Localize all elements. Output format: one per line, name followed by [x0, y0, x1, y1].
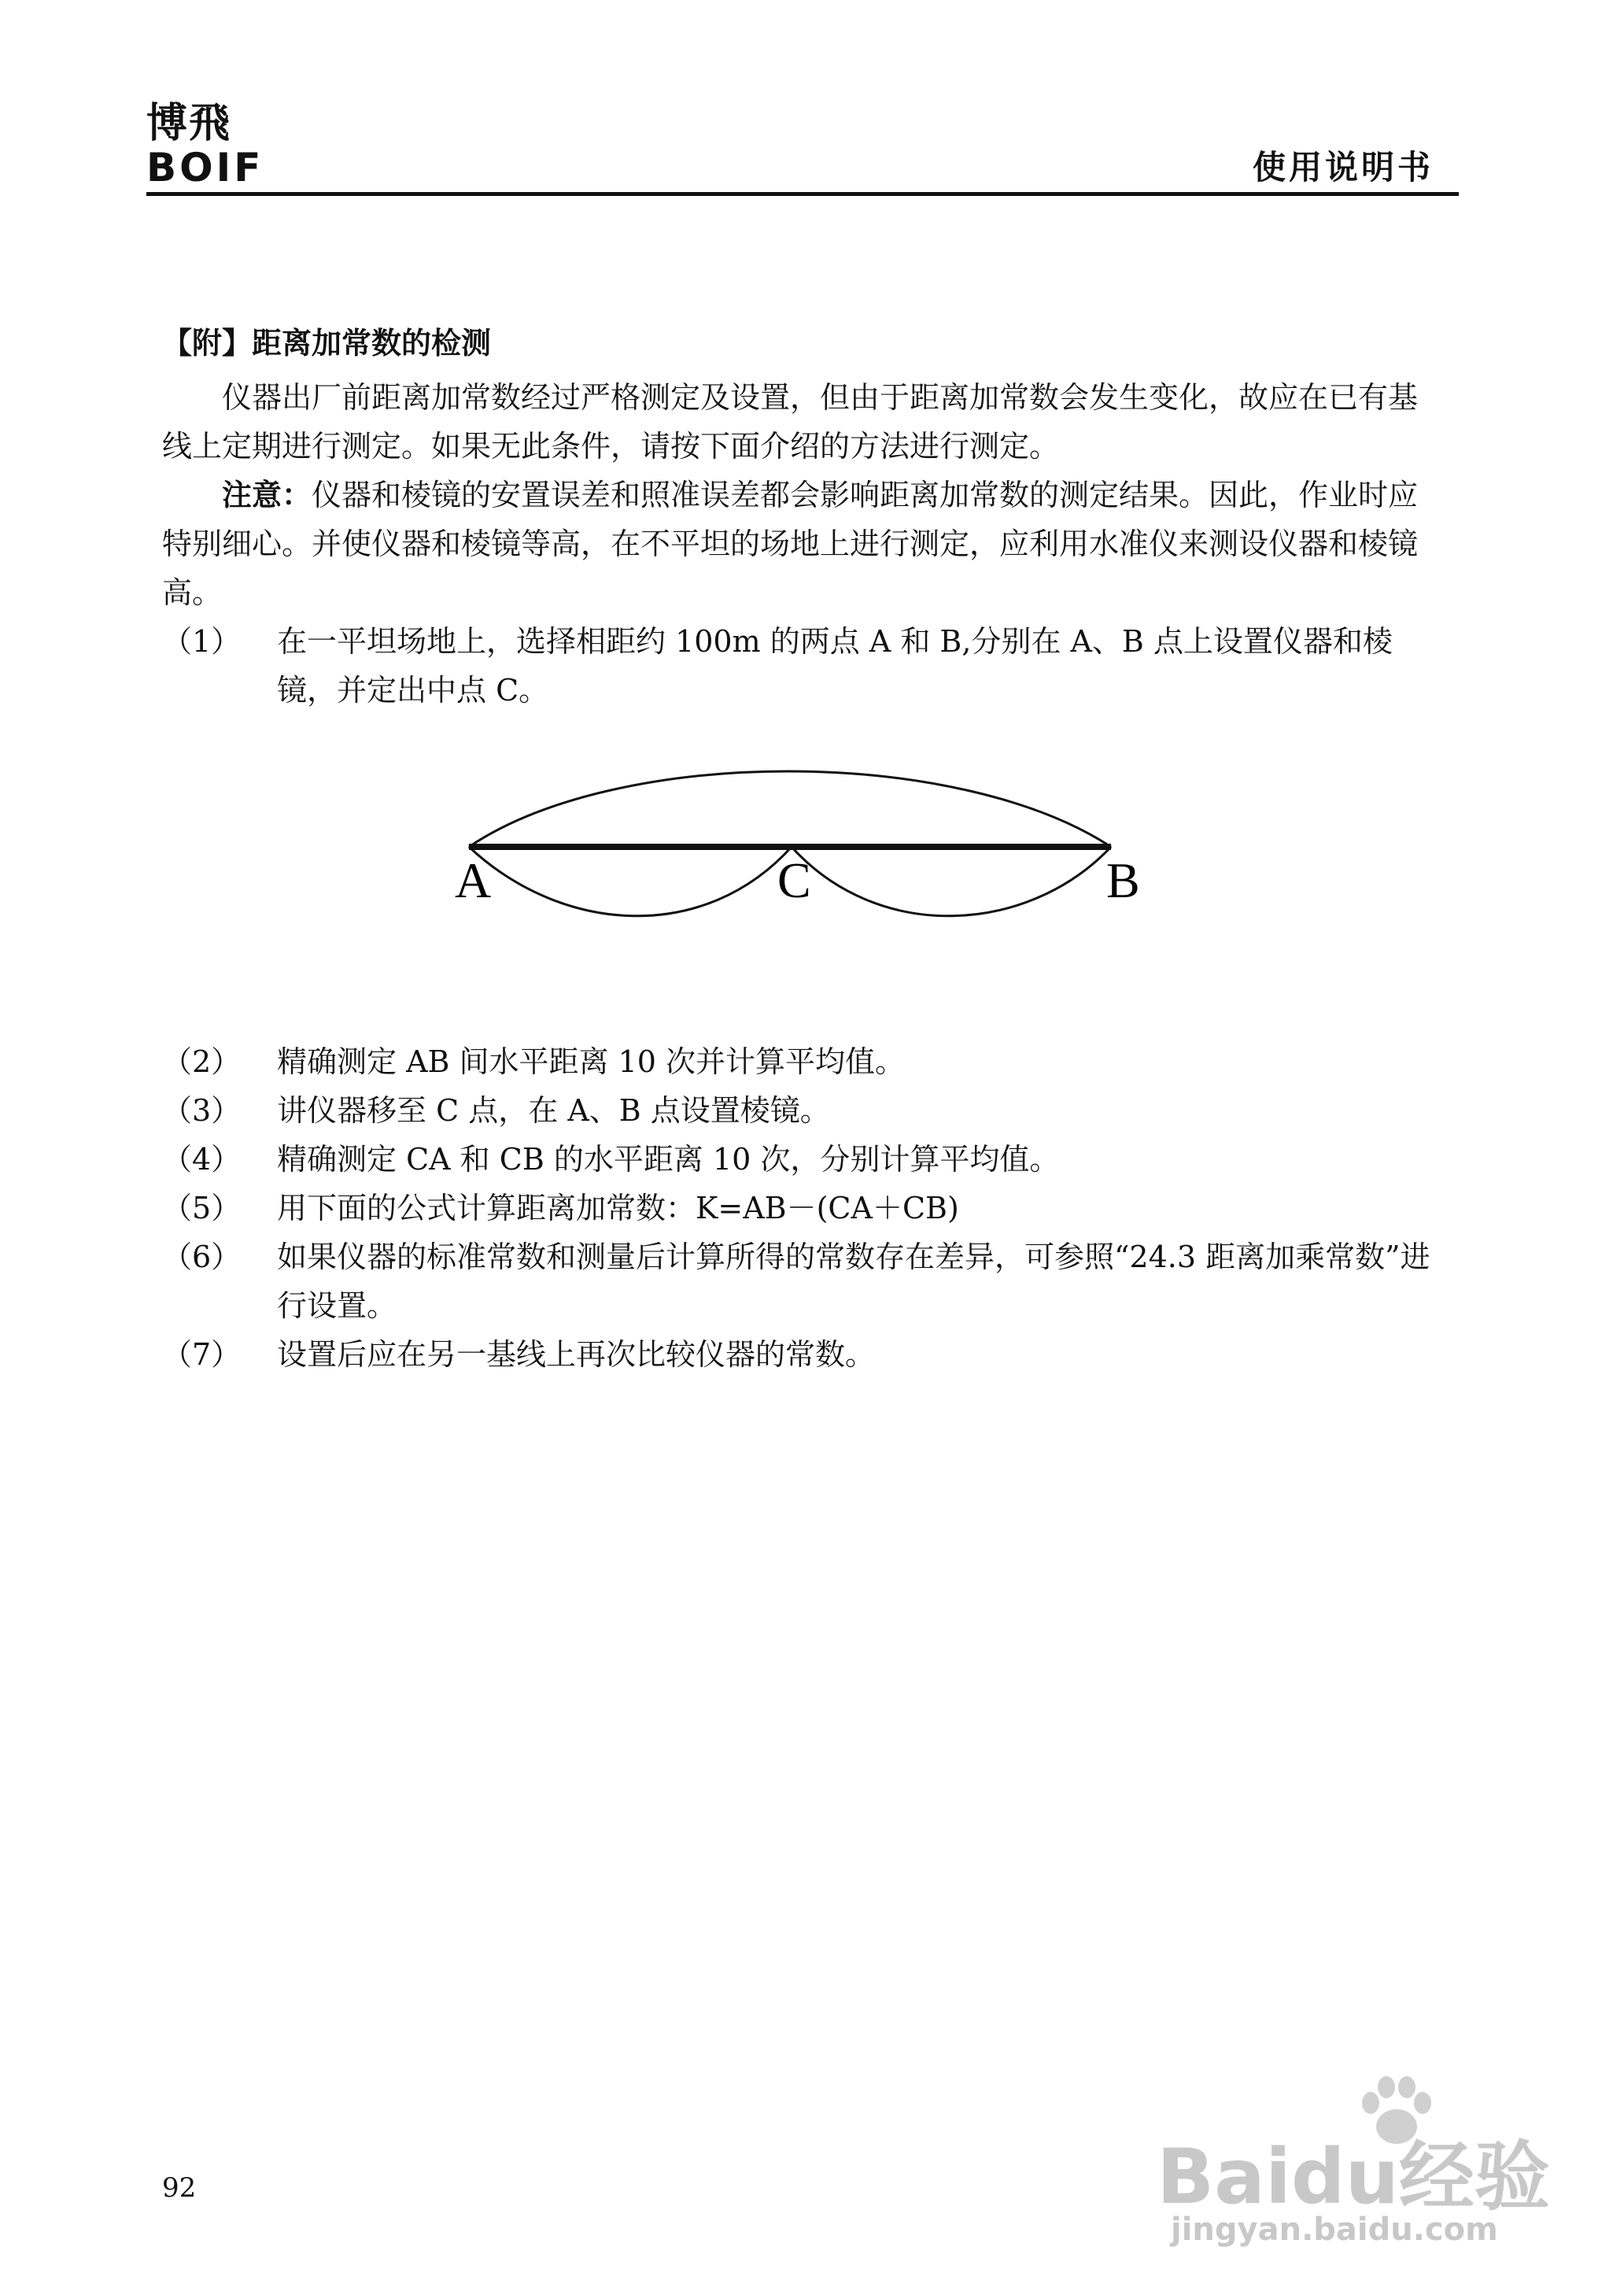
brand-logo [146, 100, 312, 190]
arc-a-to-c [469, 847, 792, 916]
baseline-diagram-svg [445, 762, 1153, 943]
watermark-main-text: Baidu经验 [1157, 2133, 1550, 2221]
step-text: 精确测定 AB 间水平距离 10 次并计算平均值。 [277, 1044, 906, 1079]
arc-c-to-b [792, 847, 1111, 916]
step-item [162, 1232, 1437, 1330]
step-text: 在一平坦场地上，选择相距约 100m 的两点 A 和 B,分别在 A、B 点上设置仪器和棱镜，并定出中点 C。 [277, 624, 1393, 708]
step-item [162, 1086, 1437, 1135]
step-item [162, 1330, 1437, 1379]
step-text: 精确测定 CA 和 CB 的水平距离 10 次，分别计算平均值。 [277, 1142, 1060, 1177]
note-text: 仪器和棱镜的安置误差和照准误差都会影响距离加常数的测定结果。因此，作业时应特别细心。并使仪器和棱镜等高，在不平坦的场地上进行测定，应利用水准仪来测设仪器和棱镜高。 [162, 478, 1419, 610]
note-label: 注意： [222, 477, 312, 512]
page-number: 92 [162, 2172, 197, 2204]
arc-a-to-b [469, 771, 1111, 847]
point-label-a: A [455, 852, 492, 908]
step-item [162, 1135, 1437, 1184]
baidu-watermark [1157, 2070, 1566, 2248]
step-text: 讲仪器移至 C 点，在 A、B 点设置棱镜。 [277, 1093, 830, 1128]
section-heading: 【附】距离加常数的检测 [162, 325, 492, 360]
step-item [162, 1184, 1437, 1232]
step-number: （6） [162, 1240, 242, 1274]
step-text: 用下面的公式计算距离加常数：K=AB－(CA＋CB) [277, 1191, 959, 1225]
step-number: （4） [162, 1142, 242, 1177]
note-paragraph [162, 471, 1437, 617]
step-number: （3） [162, 1093, 242, 1128]
step-number: （5） [162, 1191, 242, 1225]
step-number: （1） [162, 624, 242, 659]
page-content [162, 321, 1437, 1379]
point-label-b: B [1106, 852, 1140, 908]
step-text: 设置后应在另一基线上再次比较仪器的常数。 [277, 1337, 876, 1372]
step-list [162, 1037, 1437, 1379]
watermark-url: jingyan.baidu.com [1171, 2212, 1498, 2248]
step-text: 如果仪器的标准常数和测量后计算所得的常数存在差异，可参照“24.3 距离加乘常数”进行设置。 [277, 1240, 1430, 1323]
step-number: （2） [162, 1044, 242, 1079]
header-divider [146, 192, 1459, 196]
manual-title: 使用说明书 [1252, 148, 1434, 187]
step-item [162, 617, 1437, 715]
intro-paragraph: 仪器出厂前距离加常数经过严格测定及设置，但由于距离加常数会发生变化，故应在已有基线上定期进行测定。如果无此条件，请按下面介绍的方法进行测定。 [162, 380, 1419, 464]
point-label-c: C [777, 852, 811, 908]
brand-logo-english: BOIF [146, 145, 264, 190]
baseline-diagram [162, 715, 1437, 1037]
step-item [162, 1037, 1437, 1086]
brand-logo-chinese: 博飛 [146, 100, 232, 147]
step-number: （7） [162, 1337, 242, 1372]
